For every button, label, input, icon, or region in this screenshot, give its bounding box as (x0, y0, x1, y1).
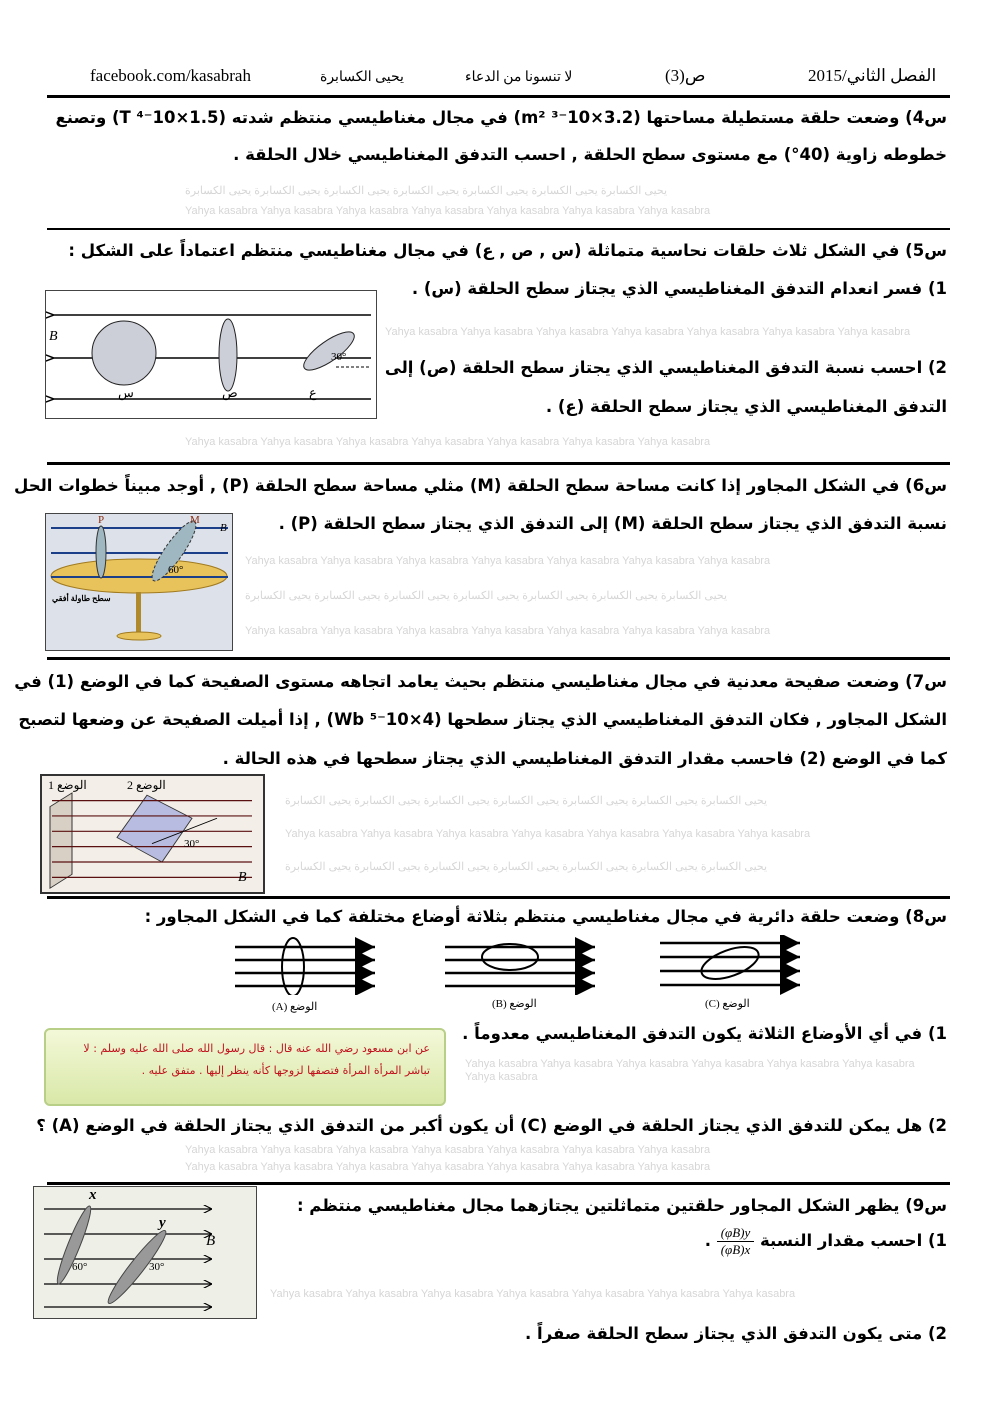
q5-text: س5) في الشكل ثلاث حلقات نحاسية متماثلة (س , ص , ع) في مجال مغناطيسي منتظم اعتماداً على الشكل : (68, 241, 947, 260)
table-label: سطح طاولة أفقي (52, 594, 111, 603)
q6-figure (45, 513, 233, 651)
ring-label-ain: ع (309, 385, 317, 400)
q8-figure (225, 935, 810, 995)
header-motto: لا تنسونا من الدعاء (465, 70, 573, 85)
watermark: يحيى الكسابرة يحيى الكسابرة يحيى الكسابرة يحيى الكسابرة يحيى الكسابرة يحيى الكسابرة يحيى الكسابرة (285, 795, 768, 807)
q8-text: س8) وضعت حلقة دائرية في مجال مغناطيسي منتظم بثلاثة أوضاع مختلفة كما في الشكل المجاور : (144, 907, 947, 926)
divider (47, 462, 950, 465)
ring-label-m: M (190, 514, 200, 526)
q6-text: س6) في الشكل المجاور إذا كانت مساحة سطح الحلقة (M) مثلي مساحة سطح الحلقة (P) , أوجد مبيناً خطوات الحل (13, 476, 947, 495)
hadith-note-scroll (44, 1028, 446, 1106)
position-c-caption: الوضع (C) (705, 998, 750, 1010)
watermark: Yahya kasabra Yahya kasabra Yahya kasabra Yahya kasabra Yahya kasabra Yahya kasabra Yahya kasabra (185, 1144, 711, 1156)
watermark: Yahya kasabra Yahya kasabra Yahya kasabra Yahya kasabra Yahya kasabra Yahya kasabra Yahya kasabra (185, 205, 711, 217)
field-label-b: B (238, 870, 247, 885)
field-label-b: B (49, 329, 58, 344)
q7-figure (40, 774, 265, 894)
watermark: يحيى الكسابرة يحيى الكسابرة يحيى الكسابرة يحيى الكسابرة يحيى الكسابرة يحيى الكسابرة يحيى الكسابرة (185, 185, 668, 197)
watermark: Yahya kasabra Yahya kasabra Yahya kasabra Yahya kasabra Yahya kasabra Yahya kasabra Yahya kasabra (185, 436, 711, 448)
q8-item2: 2) هل يمكن للتدفق الذي يجتاز الحلقة في الوضع (C) أن يكون أكبر من التدفق الذي يجتاز الحلقة في الوضع (A) ؟ (36, 1116, 947, 1135)
field-label-b: B (220, 522, 227, 534)
table-rings-diagram (46, 514, 232, 650)
watermark: يحيى الكسابرة يحيى الكسابرة يحيى الكسابرة يحيى الكسابرة يحيى الكسابرة يحيى الكسابرة يحيى الكسابرة (285, 861, 768, 873)
q9-text: س9) يظهر الشكل المجاور حلقتين متماثلتين يجتازهما مجال مغناطيسي منتظم : (296, 1196, 947, 1215)
watermark: Yahya kasabra Yahya kasabra Yahya kasabra Yahya kasabra Yahya kasabra Yahya kasabra Yahya kasabra (385, 326, 911, 338)
q4-text: س4) وضعت حلقة مستطيلة مساحتها (3.2×10⁻³ m²) في مجال مغناطيسي منتظم شدته (1.5×10⁻⁴ T) وتصنع (55, 108, 947, 127)
ring-label-p: P (98, 514, 105, 526)
header-term: الفصل الثاني/2015 (808, 66, 937, 85)
q6-text: نسبة التدفق الذي يجتاز سطح الحلقة (M) إلى التدفق الذي يجتاز سطح الحلقة (P) . (278, 514, 947, 533)
divider (47, 1182, 950, 1185)
watermark: Yahya kasabra Yahya kasabra Yahya kasabra Yahya kasabra Yahya kasabra Yahya kasabra Yahya kasabra (285, 828, 811, 840)
two-rings-diagram (34, 1187, 256, 1318)
note-text: عن ابن مسعود رضي الله عنه قال : قال رسول الله صلى الله عليه وسلم : لا (83, 1042, 430, 1055)
watermark: Yahya kasabra Yahya kasabra Yahya kasabra Yahya kasabra Yahya kasabra Yahya kasabra Yahya kasabra (270, 1288, 796, 1300)
q9-item2: 2) متى يكون التدفق الذي يجتاز سطح الحلقة صفراً . (525, 1324, 947, 1343)
field-label-b: B (206, 1233, 216, 1249)
watermark: Yahya kasabra Yahya kasabra Yahya kasabra Yahya kasabra Yahya kasabra Yahya kasabra Yahya kasabra (185, 1161, 711, 1173)
angle-label: 60° (168, 564, 184, 576)
position-b-caption: الوضع (B) (492, 998, 537, 1010)
watermark: Yahya kasabra Yahya kasabra Yahya kasabra Yahya kasabra Yahya kasabra Yahya kasabra Yahya kasabra (245, 555, 771, 567)
ratio-denominator: (φB)x (720, 1242, 751, 1257)
position-a-caption: الوضع (A) (272, 1001, 318, 1013)
q7-text: الشكل المجاور , فكان التدفق المغناطيسي الذي يجتاز سطحها (4×10⁻⁵ Wb) , إذا أميلت الصفيحة عن وضعها لتصبح (18, 710, 947, 729)
ring-label-y: y (159, 1215, 166, 1231)
rings-diagram (46, 291, 376, 418)
q9-figure (33, 1186, 257, 1319)
ratio-period: . (704, 1231, 711, 1250)
flux-ratio (717, 1225, 755, 1258)
header-author: يحيى الكسابرة (320, 70, 404, 85)
q8-item1: 1) في أي الأوضاع الثلاثة يكون التدفق المغناطيسي معدوماً . (462, 1024, 947, 1043)
ring-label-s: س (118, 385, 134, 400)
watermark: يحيى الكسابرة يحيى الكسابرة يحيى الكسابرة يحيى الكسابرة يحيى الكسابرة يحيى الكسابرة يحيى الكسابرة (245, 590, 728, 602)
position-1-label: الوضع 1 (48, 778, 87, 792)
angle-label: 30° (331, 351, 347, 363)
plate-diagram (42, 776, 263, 892)
q5-figure (45, 290, 377, 419)
note-text: تباشر المرأة المرأة فتصفها لزوجها كأنه ينظر إليها . متفق عليه . (141, 1064, 430, 1077)
q5-item1: 1) فسر انعدام التدفق المغناطيسي الذي يجتاز سطح الحلقة (س) . (411, 279, 947, 298)
q4-text: خطوطه زاوية (40°) مع مستوى سطح الحلقة , احسب التدفق المغناطيسي خلال الحلقة . (233, 145, 947, 164)
q5-item2: التدفق المغناطيسي الذي يجتاز سطح الحلقة (ع) . (545, 397, 947, 416)
ring-label-x: x (89, 1187, 97, 1203)
watermark: Yahya kasabra Yahya kasabra Yahya kasabra Yahya kasabra Yahya kasabra Yahya kasabra Yahya kasabra (465, 1058, 915, 1083)
q7-text: س7) وضعت صفيحة معدنية في مجال مغناطيسي منتظم بحيث يعامد اتجاهه مستوى الصفيحة كما في الوضع (1) في (14, 672, 947, 691)
angle-x-label: 60° (72, 1261, 88, 1273)
q5-item2: 2) احسب نسبة التدفق المغناطيسي الذي يجتاز سطح الحلقة (ص) إلى (384, 358, 947, 377)
q7-text: كما في الوضع (2) فاحسب مقدار التدفق المغناطيسي الذي يجتاز سطحها في هذه الحالة . (222, 749, 947, 768)
q9-item1 (705, 1225, 947, 1258)
angle-y-label: 30° (149, 1261, 165, 1273)
position-2-label: الوضع 2 (127, 778, 166, 792)
divider (47, 896, 950, 899)
header-divider (47, 95, 950, 98)
divider (47, 228, 950, 230)
ratio-numerator: (φB)y (717, 1225, 755, 1242)
divider (47, 657, 950, 660)
angle-label: 30° (184, 838, 200, 850)
header-page-number: ص(3) (665, 66, 706, 85)
watermark: Yahya kasabra Yahya kasabra Yahya kasabra Yahya kasabra Yahya kasabra Yahya kasabra Yahya kasabra (245, 625, 771, 637)
header-site: facebook.com/kasabrah (90, 66, 251, 85)
ring-label-sad: ص (222, 385, 238, 400)
q9-item1-label: 1) احسب مقدار النسبة (760, 1231, 947, 1250)
